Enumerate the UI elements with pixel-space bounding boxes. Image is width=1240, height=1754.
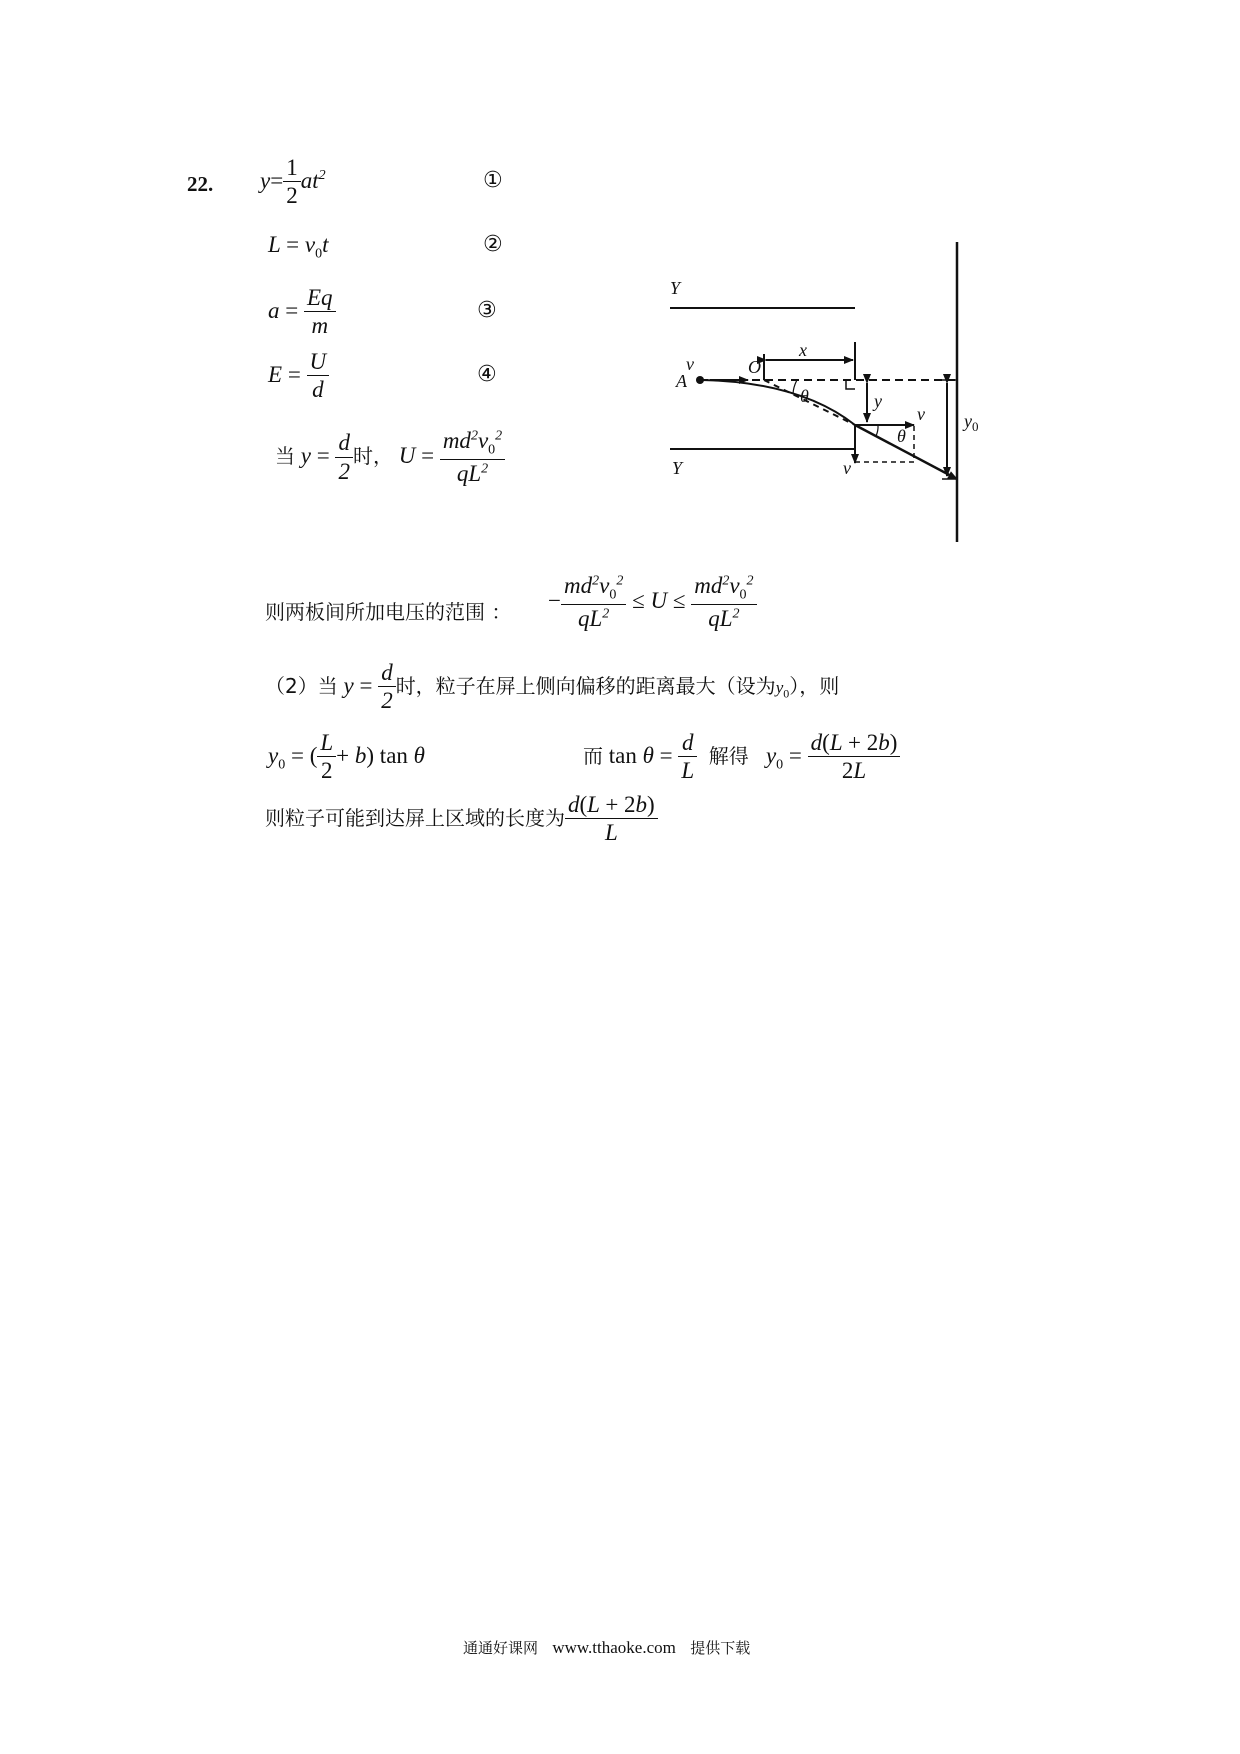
theta-arc-2: [876, 425, 878, 436]
part2-suffix: ），则: [789, 673, 840, 698]
equation-1: y= $\frac{1}{2}$ $at^2$: [260, 155, 326, 209]
equation-2-marker: ②: [483, 232, 503, 257]
footer: [463, 1637, 750, 1658]
point-a: [696, 376, 704, 384]
footer-url[interactable]: www.tthaoke.com: [552, 1638, 676, 1657]
y0-equation: $y_0$ = ( $\frac{L}{2}$ + b) tan θ: [268, 730, 425, 784]
label-y: y: [874, 391, 882, 411]
part2-y0-sub: 0: [783, 686, 790, 701]
label-o: O: [748, 357, 761, 377]
label-theta-1: θ: [800, 386, 809, 406]
deflection-diagram: [650, 242, 1010, 550]
range-text: 则两板间所加电压的范围 ：: [265, 600, 512, 624]
label-theta-2: θ: [897, 426, 906, 446]
label-y-bottom: Y: [672, 458, 683, 478]
label-v-left: v: [686, 354, 694, 374]
er-text: 而: [583, 743, 603, 768]
footer-site-name: 通通好课网: [463, 1639, 539, 1657]
extension-line: [764, 380, 855, 425]
final-text: 则粒子可能到达屏上区域的长度为: [265, 805, 565, 830]
trajectory-line: [855, 425, 957, 479]
equation-1-marker: ①: [483, 168, 503, 193]
jiede-text: 解得: [708, 743, 749, 768]
equation-4: E = $\frac{U}{d}$: [268, 349, 329, 404]
part2-line: （2）当 y = $\frac{d}{2}$ 时，粒子在屏上侧向偏移的距离最大（设为$y_0$），则: [265, 660, 840, 714]
part2-y0: y: [775, 677, 784, 697]
theta-arc-1: [793, 380, 797, 394]
problem-number: 22.: [187, 172, 214, 196]
equation-2: $L = v_0t$: [268, 232, 329, 262]
part2-prefix: （2）当: [265, 673, 338, 698]
when-text: 当: [275, 443, 295, 468]
equation-3: a = $\frac{Eq}{m}$: [268, 285, 336, 340]
shi-text: 时，: [352, 443, 393, 468]
final-line: 则粒子可能到达屏上区域的长度为 $\frac{d(L + 2b)}{L}$: [265, 792, 658, 847]
label-v-right: v: [917, 404, 925, 424]
label-y-top: Y: [670, 278, 681, 298]
footer-suffix: 提供下载: [690, 1639, 751, 1657]
label-y0: $y_0$: [964, 411, 979, 434]
right-angle-mark: [846, 380, 855, 389]
condition-equation: 当 y = $\frac{d}{2}$ 时， U = $\frac{md^2v_0^2}{qL^2}$: [275, 428, 505, 487]
label-x: x: [799, 340, 807, 360]
equation-4-marker: ④: [477, 362, 497, 387]
part2-text: 时，粒子在屏上侧向偏移的距离最大（设为: [395, 673, 776, 698]
label-v-down: v: [843, 458, 851, 478]
range-inequality: − $\frac{md^2v_0^2}{qL^2}$ ≤ U ≤ $\frac{md^2v_0^2}{qL^2}$: [548, 573, 757, 632]
tan-equation: 而 tan θ = $\frac{d}{L}$ 解得 $y_0$ = $\frac{d(L + 2b)}{2L}$: [583, 730, 900, 785]
label-a: A: [676, 371, 687, 391]
equation-3-marker: ③: [477, 298, 497, 323]
